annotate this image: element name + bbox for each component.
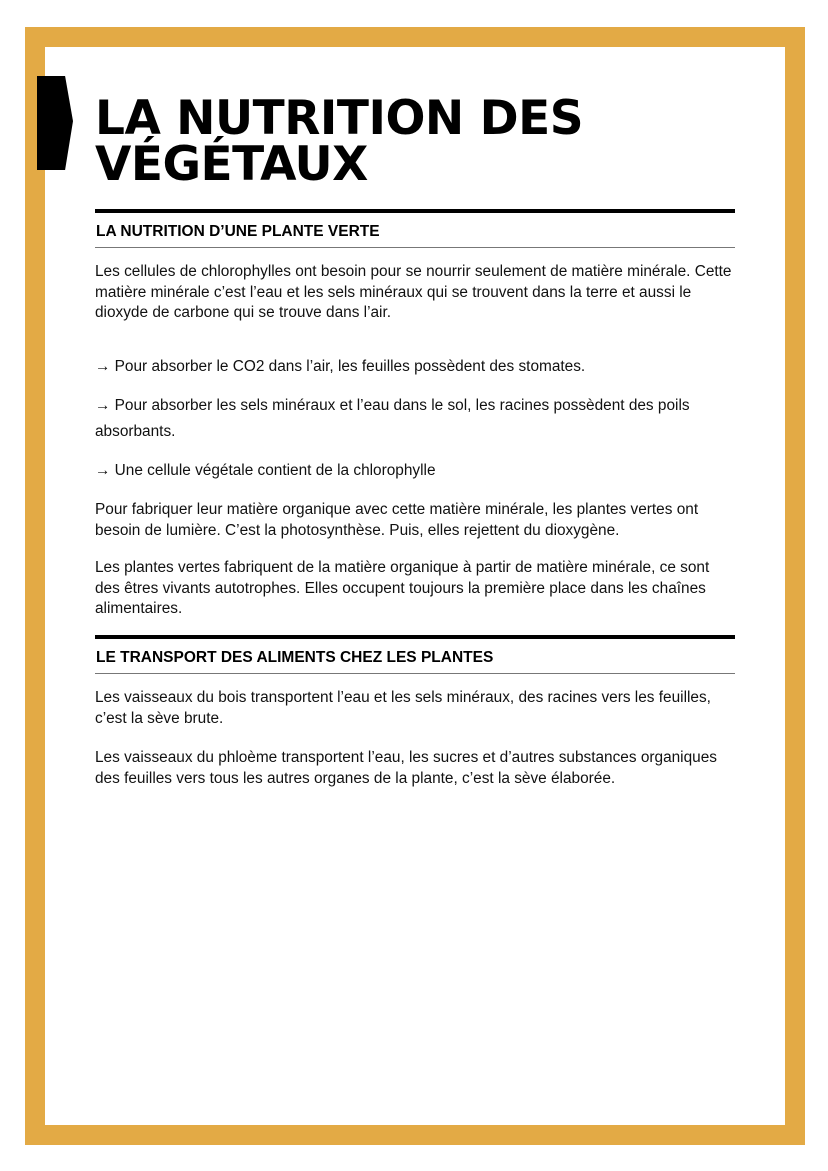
page-title: [95, 91, 735, 192]
bullet-chlorophylle: → Une cellule végétale contient de la chlorophylle: [95, 462, 436, 479]
paragraph-photosynthese: Pour fabriquer leur matière organique avec cette matière minérale, les plantes vertes ont besoin de lumière. C’est la photosynthèse. Puis, elles rejettent du dioxygène.: [95, 501, 699, 539]
bullet-sels-mineraux: → Pour absorber les sels minéraux et l’eau dans le sol, les racines possèdent des poils absorbants.: [95, 397, 690, 440]
paragraph-cellules: Les cellules de chlorophylles ont besoin pour se nourrir seulement de matière minérale. Cette matière minérale c’est l’eau et les sels minéraux qui se trouvent dans la terre et aussi le dioxyde de carbone qui se trouve dans l’air.: [95, 263, 732, 321]
title-line-2: VÉGÉTAUX: [95, 137, 368, 192]
paragraph-autotrophes: Les plantes vertes fabriquent de la matière organique à partir de matière minérale, ce sont des êtres vivants autotrophes. Elles occupent toujours la première place dans les chaînes alimentaires.: [95, 559, 710, 617]
section-heading-nutrition: LA NUTRITION D’UNE PLANTE VERTE: [95, 209, 735, 248]
paragraph-seve-brute: Les vaisseaux du bois transportent l’eau et les sels minéraux, des racines vers les feuilles, c’est la sève brute.: [95, 689, 711, 727]
title-line-1: LA NUTRITION DES: [95, 91, 584, 146]
bullet-co2: → Pour absorber le CO2 dans l’air, les feuilles possèdent des stomates.: [95, 358, 586, 375]
section-heading-transport: LE TRANSPORT DES ALIMENTS CHEZ LES PLANTES: [95, 635, 735, 674]
paragraph-seve-elaboree: Les vaisseaux du phloème transportent l’eau, les sucres et d’autres substances organiques des feuilles vers tous les autres organes de la plante, c’est la sève élaborée.: [95, 749, 717, 787]
